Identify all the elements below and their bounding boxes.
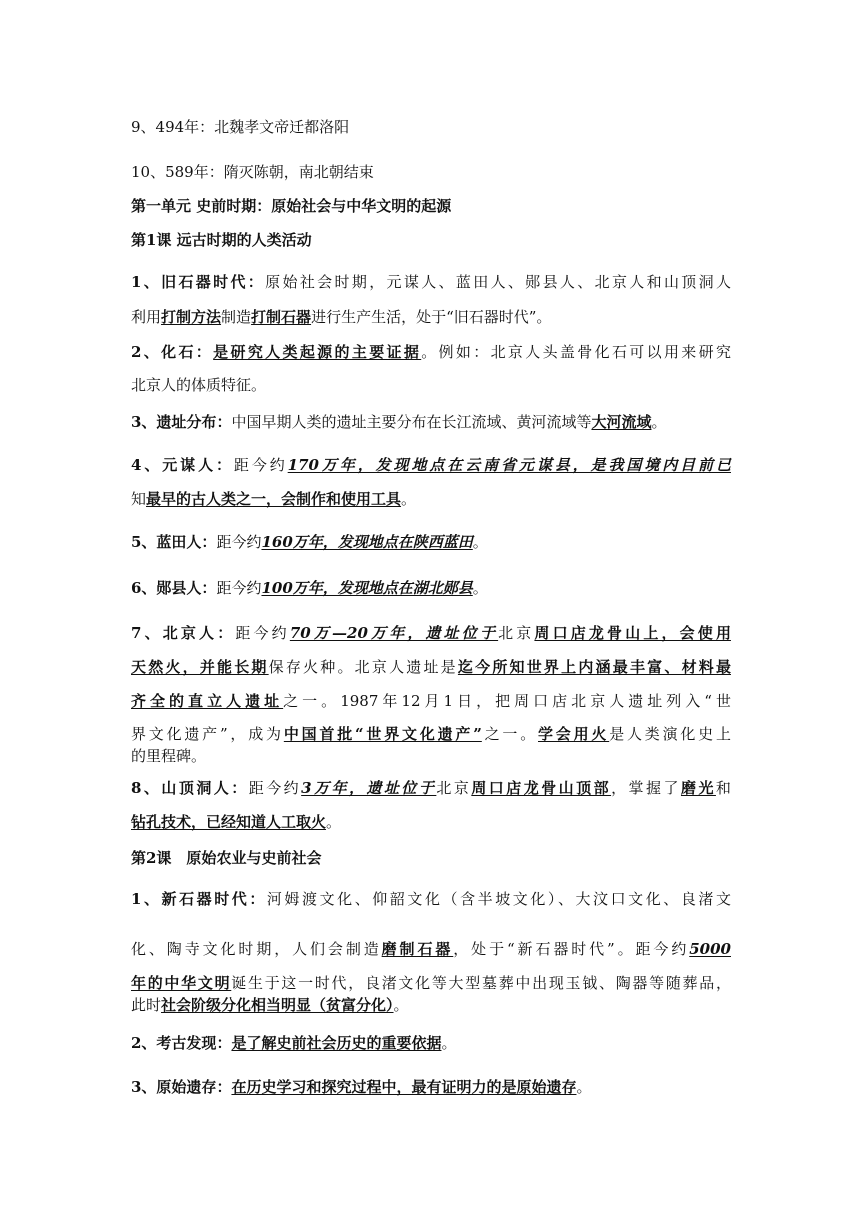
text: 。 bbox=[326, 813, 342, 831]
item-label: 3、遗址分布： bbox=[131, 413, 232, 431]
item-label: 4、元谋人： bbox=[131, 456, 234, 474]
text: 距今约 bbox=[248, 779, 302, 797]
key-term: 天然火，并能长期 bbox=[131, 658, 269, 676]
text: 利用 bbox=[131, 308, 162, 326]
text: 。 bbox=[441, 1034, 457, 1052]
key-term: 在历史学习和探究过程中，最有证明力的是原始遗存 bbox=[231, 1078, 577, 1096]
text: 保存火种。北京人遗址是 bbox=[268, 658, 458, 676]
key-term: 磨制石器 bbox=[381, 940, 454, 958]
item-label: 2、考古发现： bbox=[131, 1034, 232, 1052]
lesson1-item5 bbox=[131, 530, 488, 554]
key-term: 是了解史前社会历史的重要依据 bbox=[231, 1034, 442, 1052]
lesson1-item7-line5: 的里程碑。 bbox=[131, 747, 207, 765]
lesson1-item7-line2 bbox=[131, 655, 731, 679]
lesson2-item1-line1 bbox=[131, 887, 731, 911]
text: 之一。1987年12月1日，把周口店北京人遗址列入“世 bbox=[283, 692, 731, 710]
key-term: 70万—20万年，遗址位于 bbox=[289, 624, 499, 642]
text: 知 bbox=[131, 490, 147, 508]
text: 。 bbox=[401, 490, 417, 508]
unit-title: 第一单元 史前时期：原始社会与中华文明的起源 bbox=[131, 197, 452, 215]
item-label: 7、北京人： bbox=[131, 624, 236, 642]
key-term: 打制方法 bbox=[161, 308, 222, 326]
lesson1-item7-line3 bbox=[131, 689, 731, 713]
lesson1-item2-line1 bbox=[131, 340, 731, 364]
key-term: 学会用火 bbox=[538, 725, 610, 743]
text: 。例如：北京人头盖骨化石可以用来研究 bbox=[421, 343, 731, 361]
text: 中国早期人类的遗址主要分布在长江流域、黄河流域等 bbox=[231, 413, 592, 431]
lesson2-item2 bbox=[131, 1031, 456, 1055]
lesson1-item4-line2 bbox=[131, 487, 416, 511]
key-term: 打制石器 bbox=[251, 308, 312, 326]
text: 。 bbox=[472, 533, 488, 551]
lesson2-item1-line2 bbox=[131, 937, 731, 961]
lesson1-item6 bbox=[131, 576, 488, 600]
key-term: 齐全的直立人遗址 bbox=[131, 692, 284, 710]
key-term: 是研究人类起源的主要证据 bbox=[213, 343, 422, 361]
lesson1-item8-line1 bbox=[131, 776, 731, 800]
text: 之一。 bbox=[481, 725, 539, 743]
lesson1-item7-line1 bbox=[131, 621, 731, 645]
key-term: 3万年，遗址位于 bbox=[301, 779, 437, 797]
item-label: 1、旧石器时代： bbox=[131, 273, 266, 291]
lesson1-item4-line1 bbox=[131, 453, 731, 477]
text: 原始社会时期，元谋人、蓝田人、郧县人、北京人和山顶洞人 bbox=[265, 273, 731, 291]
text: 诞生于这一时代，良渚文化等大型墓葬中出现玉钺、陶器等随葬品， bbox=[231, 974, 731, 992]
key-term: 社会阶级分化相当明显（贫富分化） bbox=[161, 996, 394, 1014]
key-term: 160万年，发现地点在陕西蓝田 bbox=[261, 533, 473, 551]
key-term: 5000 bbox=[689, 940, 731, 958]
text: 界文化遗产”，成为 bbox=[131, 725, 284, 743]
lesson1-title: 第1课 远古时期的人类活动 bbox=[131, 231, 312, 249]
key-term: 最早的古人类之一，会制作和使用工具 bbox=[146, 490, 402, 508]
item-label: 6、郧县人： bbox=[131, 579, 217, 597]
lesson1-item1-line2 bbox=[131, 305, 551, 329]
text: 进行生产生活，处于“旧石器时代”。 bbox=[311, 308, 552, 326]
text: 是人类演化史上 bbox=[609, 725, 731, 743]
item-label: 3、原始遗存： bbox=[131, 1078, 232, 1096]
text: ，掌握了 bbox=[611, 779, 681, 797]
item-label: 1、新石器时代： bbox=[131, 890, 267, 908]
text: 河姆渡文化、仰韶文化（含半坡文化）、大汶口文化、良渚文 bbox=[266, 890, 731, 908]
key-term: 中国首批“世界文化遗产” bbox=[283, 725, 482, 743]
text: 制造 bbox=[221, 308, 252, 326]
text: 。 bbox=[651, 413, 667, 431]
key-term: 迄今所知世界上内涵最丰富、材料最 bbox=[457, 658, 731, 676]
key-term: 年的中华文明 bbox=[131, 974, 232, 992]
lesson2-title: 第2课 原始农业与史前社会 bbox=[131, 849, 322, 867]
lesson1-item2-line2: 北京人的体质特征。 bbox=[131, 376, 267, 394]
lesson1-item3 bbox=[131, 410, 667, 434]
text: 和 bbox=[715, 779, 731, 797]
lesson2-item3 bbox=[131, 1075, 591, 1099]
text: 。 bbox=[576, 1078, 592, 1096]
timeline-item-9: 9、494年：北魏孝文帝迁都洛阳 bbox=[131, 118, 350, 136]
lesson1-item7-line4 bbox=[131, 722, 731, 746]
item-label: 5、蓝田人： bbox=[131, 533, 217, 551]
text: 距今约 bbox=[216, 579, 262, 597]
text: 此时 bbox=[131, 996, 162, 1014]
text: 。 bbox=[393, 996, 409, 1014]
key-term: 大河流域 bbox=[591, 413, 652, 431]
item-label: 8、山顶洞人： bbox=[131, 779, 249, 797]
lesson1-item1-line1 bbox=[131, 270, 731, 294]
key-term: 周口店龙骨山上，会使用 bbox=[534, 624, 731, 642]
text: ，处于“新石器时代”。距今约 bbox=[453, 940, 690, 958]
lesson1-item8-line2 bbox=[131, 810, 341, 834]
text: 北京 bbox=[498, 624, 535, 642]
text: 化、陶寺文化时期，人们会制造 bbox=[131, 940, 382, 958]
text: 。 bbox=[472, 579, 488, 597]
item-label: 2、化石： bbox=[131, 343, 214, 361]
lesson2-item1-line4 bbox=[131, 993, 409, 1017]
key-term: 磨光 bbox=[680, 779, 716, 797]
key-term: 钻孔技术，已经知道人工取火 bbox=[131, 813, 327, 831]
text: 距今约 bbox=[233, 456, 288, 474]
lesson2-item1-line3 bbox=[131, 971, 731, 995]
text: 距今约 bbox=[235, 624, 290, 642]
timeline-item-10: 10、589年：隋灭陈朝，南北朝结束 bbox=[131, 163, 374, 181]
key-term: 周口店龙骨山顶部 bbox=[471, 779, 612, 797]
key-term: 100万年，发现地点在湖北郧县 bbox=[261, 579, 473, 597]
text: 北京 bbox=[436, 779, 472, 797]
key-term: 170万年，发现地点在云南省元谋县，是我国境内目前已 bbox=[287, 456, 731, 474]
text: 距今约 bbox=[216, 533, 262, 551]
